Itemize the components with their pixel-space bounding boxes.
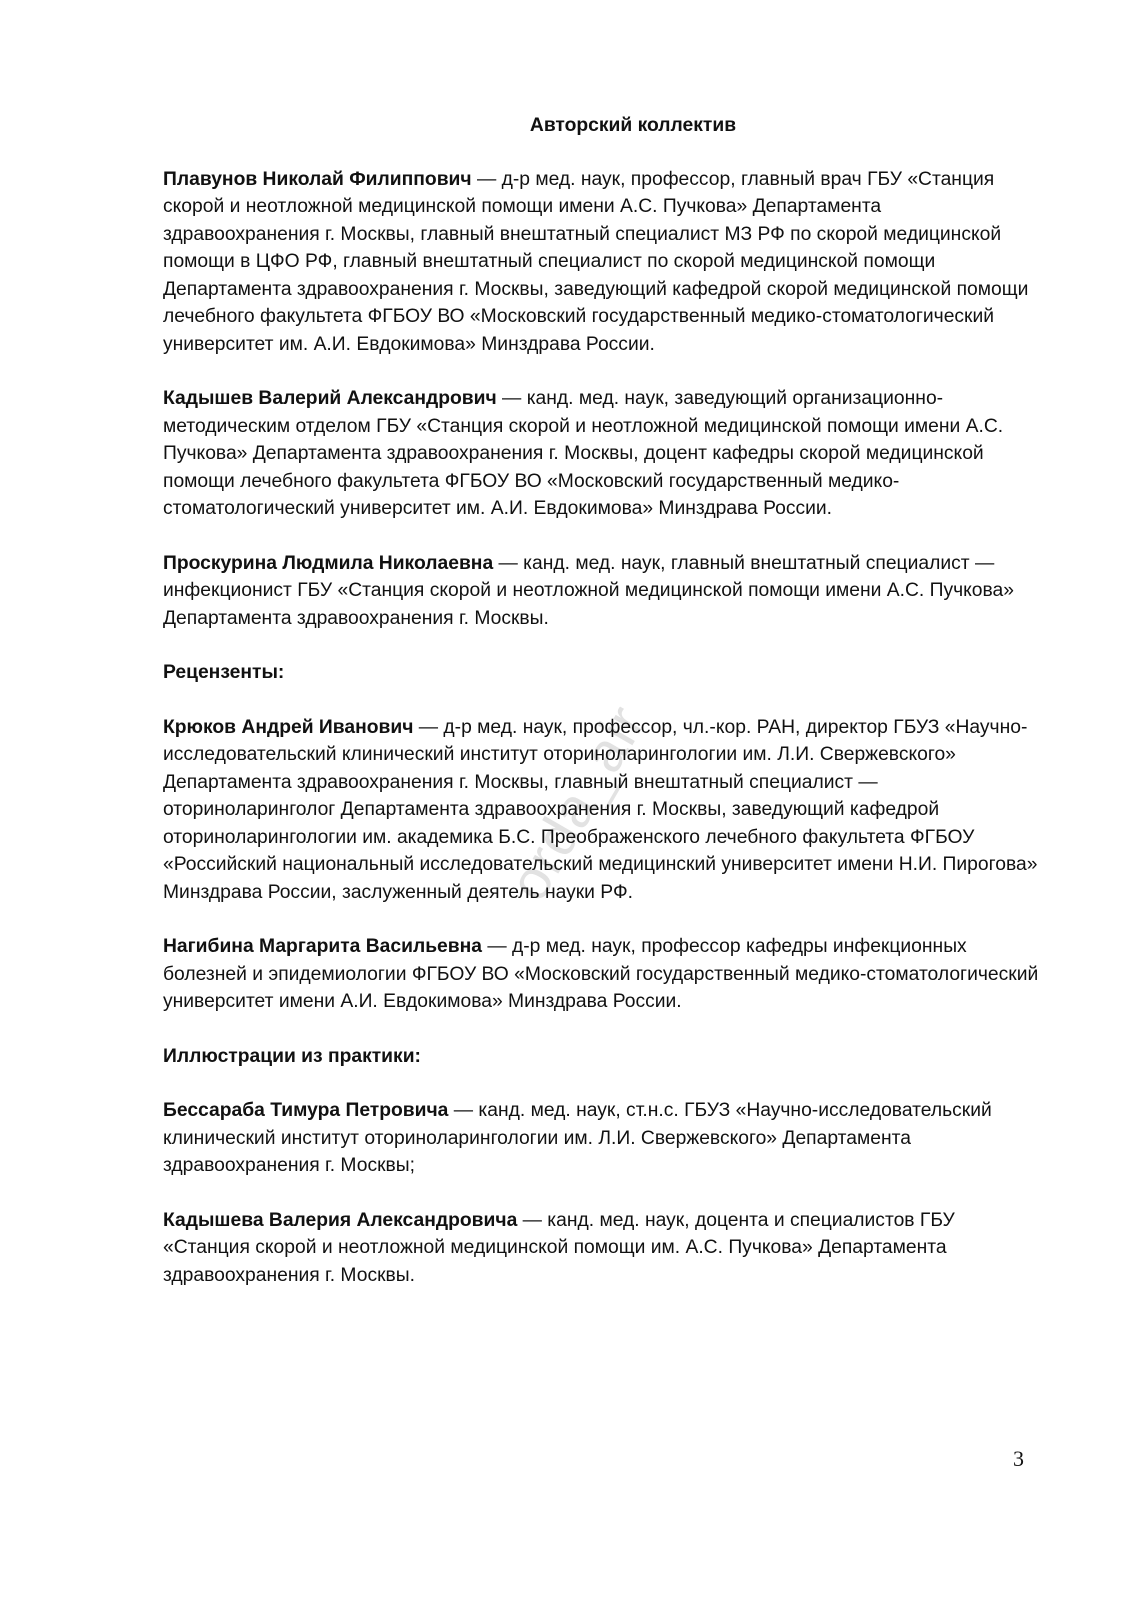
reviewer-description: — д-р мед. наук, профессор кафедры инфекционных болезней и эпидемиологии ФГБОУ ВО «Московский государственный медико-стоматологический университет имени А.И. Евдокимова» Минздрава России. <box>163 936 1039 1012</box>
reviewer-name: Нагибина Маргарита Васильевна <box>163 936 482 957</box>
author-entry <box>163 385 1043 523</box>
illustrations-heading: Иллюстрации из практики: <box>163 1045 421 1067</box>
author-entry <box>163 166 1043 359</box>
illustration-entry <box>163 1207 1043 1290</box>
watermark: orda_air <box>496 694 658 911</box>
illustration-contributor-description: — канд. мед. наук, ст.н.с. ГБУЗ «Научно-исследовательский клинический институт оториноларингологии им. Л.И. Свержевского» Департамента здравоохранения г. Москвы; <box>163 1100 992 1176</box>
author-name: Плавунов Николай Филиппович <box>163 168 472 190</box>
reviewer-entry <box>163 933 1043 1016</box>
author-entry <box>163 550 1043 633</box>
author-name: Проскурина Людмила Николаевна <box>163 552 494 574</box>
reviewers-heading: Рецензенты: <box>163 662 285 683</box>
reviewers-section <box>163 714 1043 1016</box>
illustration-contributor-name: Бессараба Тимура Петровича <box>163 1100 449 1121</box>
author-description: — д-р мед. наук, профессор, главный врач ГБУ «Станция скорой и неотложной медицинской помощи имени А.С. Пучкова» Департамента здравоохранения г. Москвы, главный внештатный специалист МЗ РФ по скорой медицинской помощи в ЦФО РФ, главный внештатный специалист по скорой медицинской помощи Департамента здравоохранения г. Москвы, заведующий кафедрой скорой медицинской помощи лечебного факультета ФГБОУ ВО «Московский государственный медико-стоматологический университет им. А.И. Евдокимова» Минздрава России. <box>163 168 1029 355</box>
author-description: — канд. мед. наук, заведующий организационно-методическим отделом ГБУ «Станция скорой и неотложной медицинской помощи имени А.С. Пучкова» Департамента здравоохранения г. Москвы, доцент кафедры скорой медицинской помощи лечебного факультета ФГБОУ ВО «Московский государственный медико-стоматологический университет им. А.И. Евдокимова» Минздрава России. <box>163 388 1004 519</box>
authors-section <box>163 166 1043 633</box>
page-content <box>163 112 1043 1316</box>
page-title: Авторский коллектив <box>529 115 737 136</box>
author-description: — канд. мед. наук, главный внештатный специалист — инфекционист ГБУ «Станция скорой и неотложной медицинской помощи имени А.С. Пучкова» Департамента здравоохранения г. Москвы. <box>163 552 1014 629</box>
author-name: Кадышев Валерий Александрович <box>163 388 497 409</box>
illustration-contributor-name: Кадышева Валерия Александровича <box>163 1209 518 1231</box>
reviewer-entry <box>163 714 1043 907</box>
illustration-contributor-description: — канд. мед. наук, доцента и специалистов ГБУ «Станция скорой и неотложной медицинской помощи им. А.С. Пучкова» Департамента здравоохранения г. Москвы. <box>163 1209 955 1286</box>
illustrations-section <box>163 1097 1043 1289</box>
illustration-entry <box>163 1097 1043 1180</box>
reviewer-name: Крюков Андрей Иванович <box>163 716 414 738</box>
reviewer-description: — д-р мед. наук, профессор, чл.-кор. РАН, директор ГБУЗ «Научно-исследовательский клинический институт оториноларингологии им. Л.И. Свержевского» Департамента здравоохранения г. Москвы, главный внештатный специалист — оториноларинголог Департамента здравоохранения г. Москвы, заведующий кафедрой оториноларингологии им. академика Б.С. Преображенского лечебного факультета ФГБОУ «Российский национальный исследовательский медицинский университет имени Н.И. Пирогова» Минздрава России, заслуженный деятель науки РФ. <box>163 716 1038 903</box>
page-number: 3 <box>1013 1446 1024 1471</box>
